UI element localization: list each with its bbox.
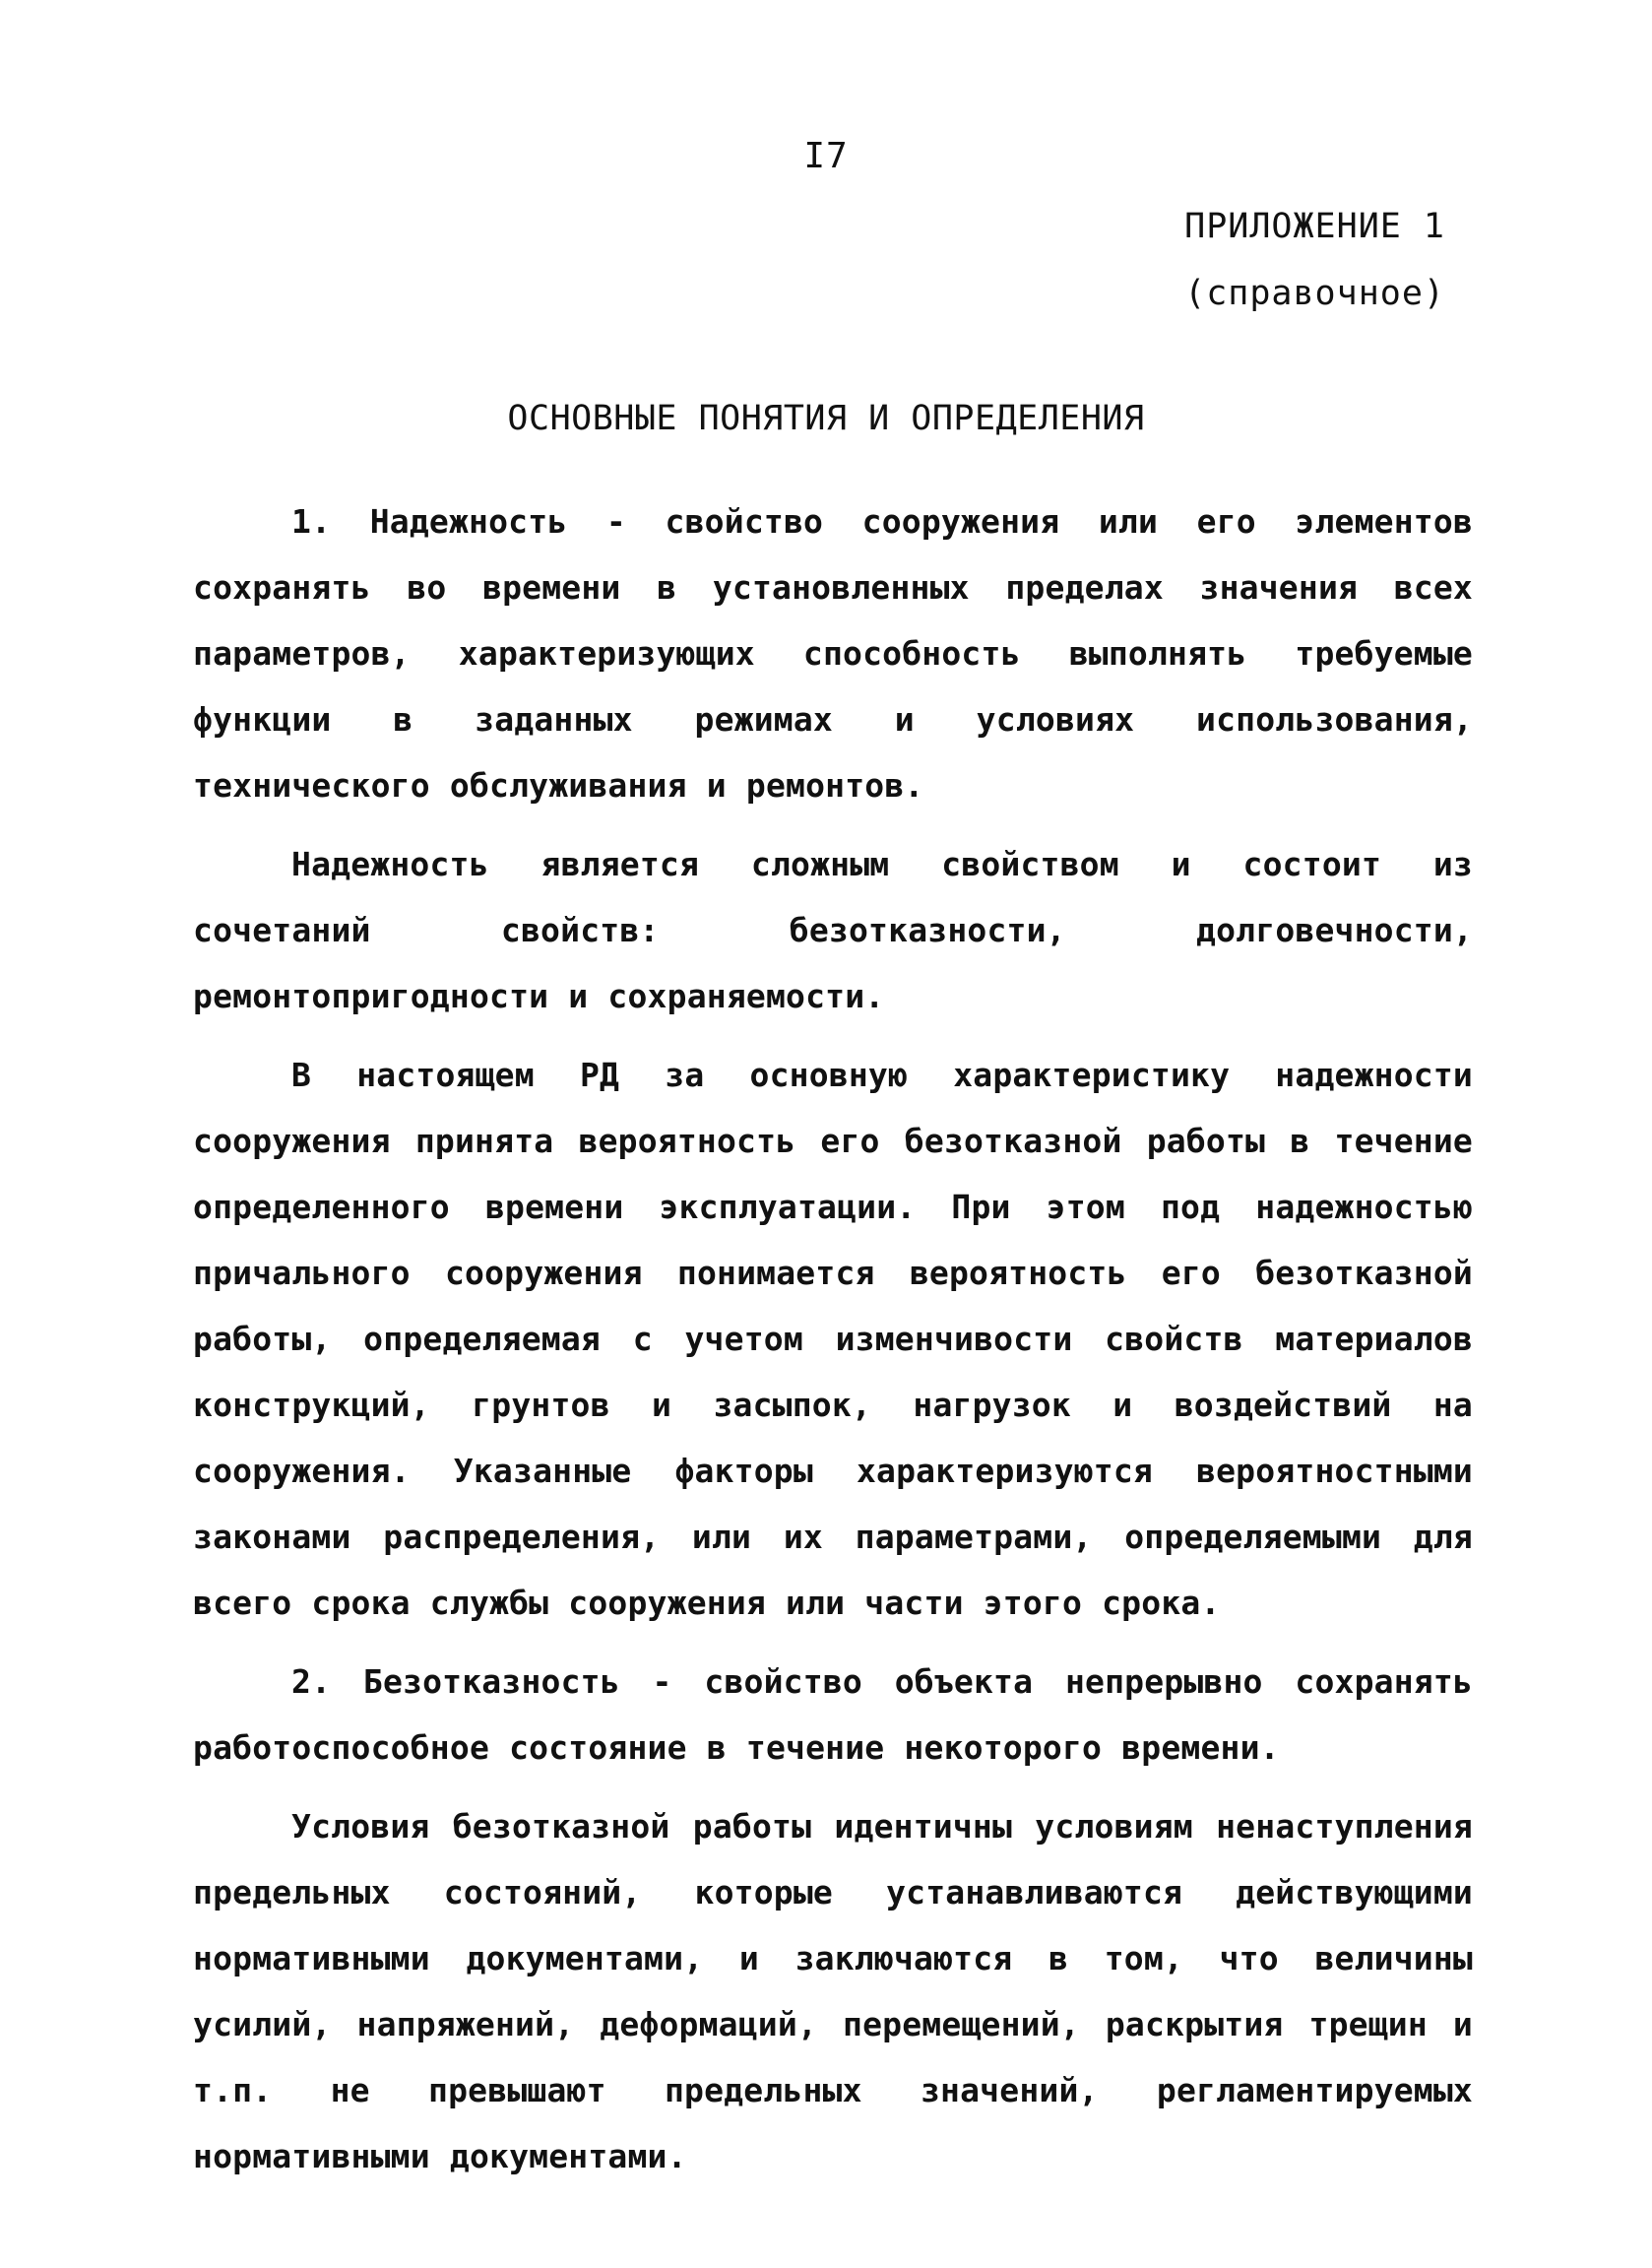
- paragraph: 1. Надежность - свойство сооружения или его элементов сохранять во времени в установленных пределах значения всех параметров, характеризующих способность выполнять требуемые функции в заданных режимах и условиях использования, технического обслуживания и ремонтов.: [193, 502, 1473, 805]
- paragraph: 2. Безотказность - свойство объекта непрерывно сохранять работоспособное состояние в течение некоторого времени.: [193, 1662, 1473, 1767]
- appendix-note: (справочное): [1184, 274, 1445, 313]
- appendix-label: ПРИЛОЖЕНИЕ 1: [1184, 207, 1445, 246]
- paragraph: В настоящем РД за основную характеристику надежности сооружения принята вероятность его безотказной работы в течение определенного времени эксплуатации. При этом под надежностью причального сооружения понимается вероятность его безотказной работы, определяемая с учетом изменчивости свойств материалов конструкций, грунтов и засыпок, нагрузок и воздействий на сооружения. Указанные факторы характеризуются вероятностными законами распределения, или их параметрами, определяемыми для всего срока службы сооружения или части этого срока.: [193, 1056, 1473, 1622]
- paragraph: Надежность является сложным свойством и состоит из сочетаний свойств: безотказности, долговечности, ремонтопригодности и сохраняемости.: [193, 845, 1473, 1015]
- body-text: [193, 488, 1473, 2189]
- page-number: I7: [803, 136, 849, 176]
- paragraph: Условия безотказной работы идентичны условиям ненаступления предельных состояний, которые устанавливаются действующими нормативными документами, и заключаются в том, что величины усилий, напряжений, деформаций, перемещений, раскрытия трещин и т.п. не превышают предельных значений, регламентируемых нормативными документами.: [193, 1807, 1473, 2175]
- section-title: ОСНОВНЫЕ ПОНЯТИЯ И ОПРЕДЕЛЕНИЯ: [507, 399, 1145, 438]
